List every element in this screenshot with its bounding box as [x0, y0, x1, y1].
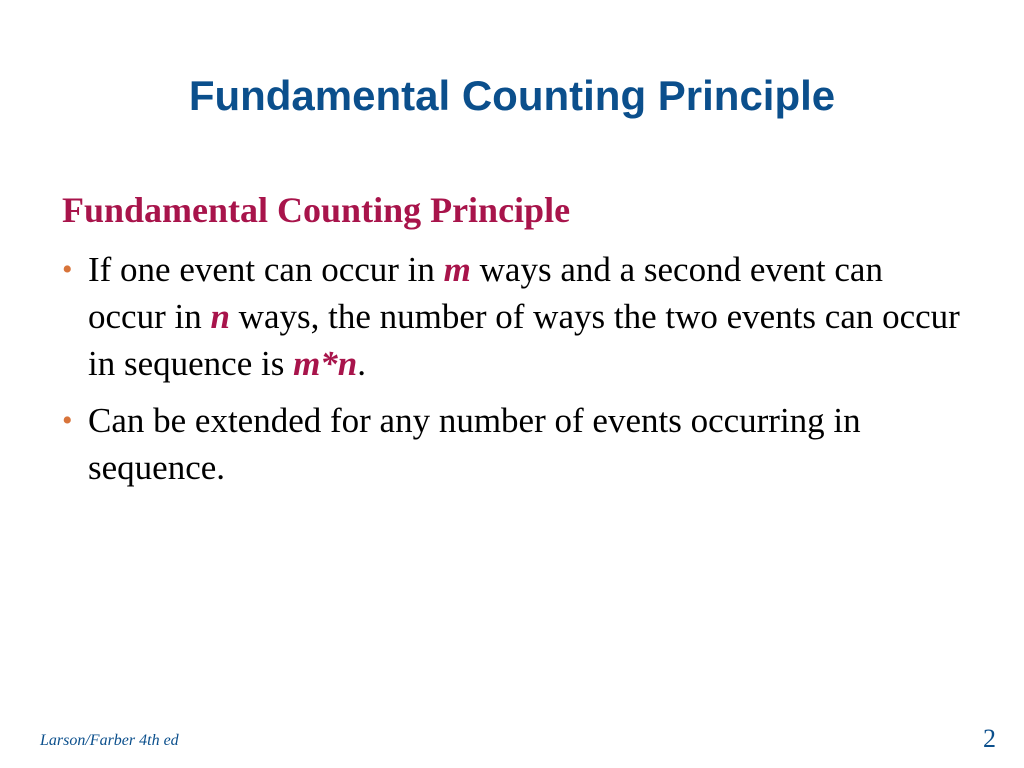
bullet-text: ways, the number of ways the two events can occur in sequence is [88, 297, 960, 383]
page-number: 2 [983, 724, 996, 753]
bullet-text: ways and a second event can occur in [88, 250, 883, 336]
bullet-icon: • [62, 253, 73, 286]
footer-citation: Larson/Farber 4th ed [40, 732, 179, 749]
variable-n: n [210, 297, 230, 336]
bullet-icon: • [62, 404, 73, 437]
variable-m: m [443, 250, 471, 289]
bullet-list [62, 246, 962, 501]
bullet-item-1 [62, 246, 962, 387]
bullet-text: If one event can occur in [88, 250, 444, 289]
variable-product: m*n [293, 344, 358, 383]
bullet-text: . [357, 344, 367, 383]
bullet-item-2 [62, 397, 962, 491]
slide-title: Fundamental Counting Principle [188, 72, 836, 119]
section-heading: Fundamental Counting Principle [62, 190, 571, 230]
bullet-text: Can be extended for any number of events occurring in sequence. [88, 401, 861, 487]
